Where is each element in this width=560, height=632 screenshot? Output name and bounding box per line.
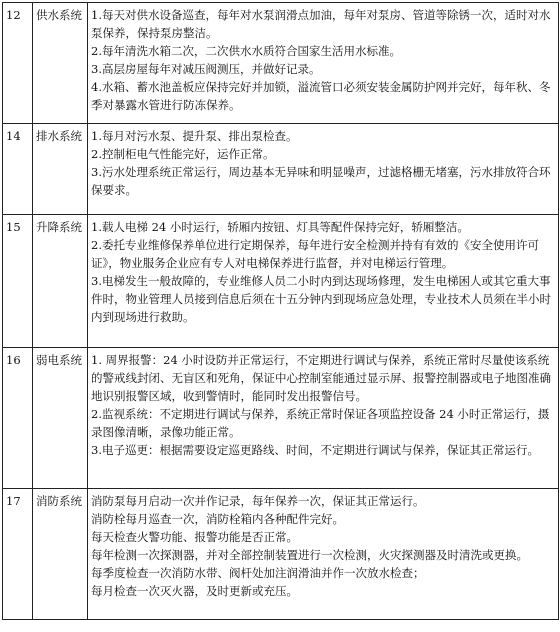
requirement-item: 2.监视系统：不定期进行调试与保养，系统正常时保证各项监控设备 24 小时正常运行，摄录图像清晰，录像功能正常。 [91, 407, 550, 439]
row-number: 14 [3, 124, 33, 215]
maintenance-standards-table [2, 2, 559, 620]
table-row [3, 3, 559, 124]
system-name: 排水系统 [33, 124, 88, 215]
requirement-item: 消防泵每月启动一次并作记录，每年保养一次，保证其正常运行。 [91, 494, 425, 508]
requirement-item: 1.每天对供水设备巡查，每年对水泵润滑点加油，每年对泵房、管道等除锈一次，适时对水泵保养，保持泵房整洁。 [91, 8, 551, 40]
requirement-item: 每天检查火警功能、报警功能是否正常。 [91, 530, 298, 544]
requirement-item: 4.水箱、蓄水池盖板应保持完好并加锁，溢流管口必须安装金属防护网并完好，每年秋、冬季对暴露水管进行防冻保养。 [91, 80, 551, 112]
row-number: 16 [3, 348, 33, 489]
requirements-cell [88, 3, 559, 124]
requirements-cell [88, 215, 559, 348]
system-name: 消防系统 [33, 489, 88, 620]
requirement-item: 3.高层房屋每年对减压阀测压，并做好记录。 [91, 62, 321, 76]
requirement-item: 每年检测一次探测器，并对全部控制装置进行一次检测，火灾探测器及时清洗或更换。 [91, 548, 528, 562]
table-body [3, 3, 559, 620]
requirements-cell [88, 348, 559, 489]
table-row [3, 215, 559, 348]
system-name: 弱电系统 [33, 348, 88, 489]
requirement-item: 每月检查一次灭火器，及时更新或充压。 [91, 584, 298, 598]
table-row [3, 124, 559, 215]
requirements-cell [88, 489, 559, 620]
requirement-item: 2.委托专业维修保养单位进行定期保养，每年进行安全检测并持有有效的《安全使用许可证》，物业服务企业应有专人对电梯保养进行监督，并对电梯运行管理。 [91, 238, 539, 270]
requirement-item: 1. 周界报警：24 小时设防并正常运行，不定期进行调试与保养，系统正常时尽量使该系统的警戒线封闭、无盲区和死角，保证中心控制室能通过显示屏、报警控制器或电子地图准确地识别报警区域，收到警情时，能同时发出报警信号。 [91, 353, 551, 403]
table-row [3, 348, 559, 489]
system-name: 供水系统 [33, 3, 88, 124]
row-number: 12 [3, 3, 33, 124]
system-name: 升降系统 [33, 215, 88, 348]
table-row [3, 489, 559, 620]
requirement-item: 每季度检查一次消防水带、阀杆处加注润滑油并作一次放水检查； [91, 566, 425, 580]
requirement-item: 3.电子巡更：根据需要设定巡更路线、时间，不定期进行调试与保养，保证其正常运行。 [91, 443, 539, 457]
row-number: 17 [3, 489, 33, 620]
requirement-item: 2.控制柜电气性能完好，运作正常。 [91, 147, 275, 161]
requirement-item: 1.载人电梯 24 小时运行，轿厢内按钮、灯具等配件保持完好，轿厢整洁。 [91, 220, 469, 234]
requirement-item: 3.污水处理系统正常运行，周边基本无异味和明显噪声，过滤格栅无堵塞，污水排放符合环保要求。 [91, 165, 551, 197]
row-number: 15 [3, 215, 33, 348]
requirements-cell [88, 124, 559, 215]
requirement-item: 1.每月对污水泵、提升泵、排出泵检查。 [91, 129, 298, 143]
requirement-item: 3.电梯发生一般故障的，专业维修人员二小时内到达现场修理，发生电梯困人或其它重大事件时，物业管理人员接到信息后须在十五分钟内到现场应急处理，专业技术人员须在半小时内到现场进行救助。 [91, 274, 551, 324]
requirement-item: 2.每年清洗水箱二次，二次供水水质符合国家生活用水标准。 [91, 44, 401, 58]
requirement-item: 消防栓每月巡查一次，消防栓箱内各种配件完好。 [91, 512, 344, 526]
